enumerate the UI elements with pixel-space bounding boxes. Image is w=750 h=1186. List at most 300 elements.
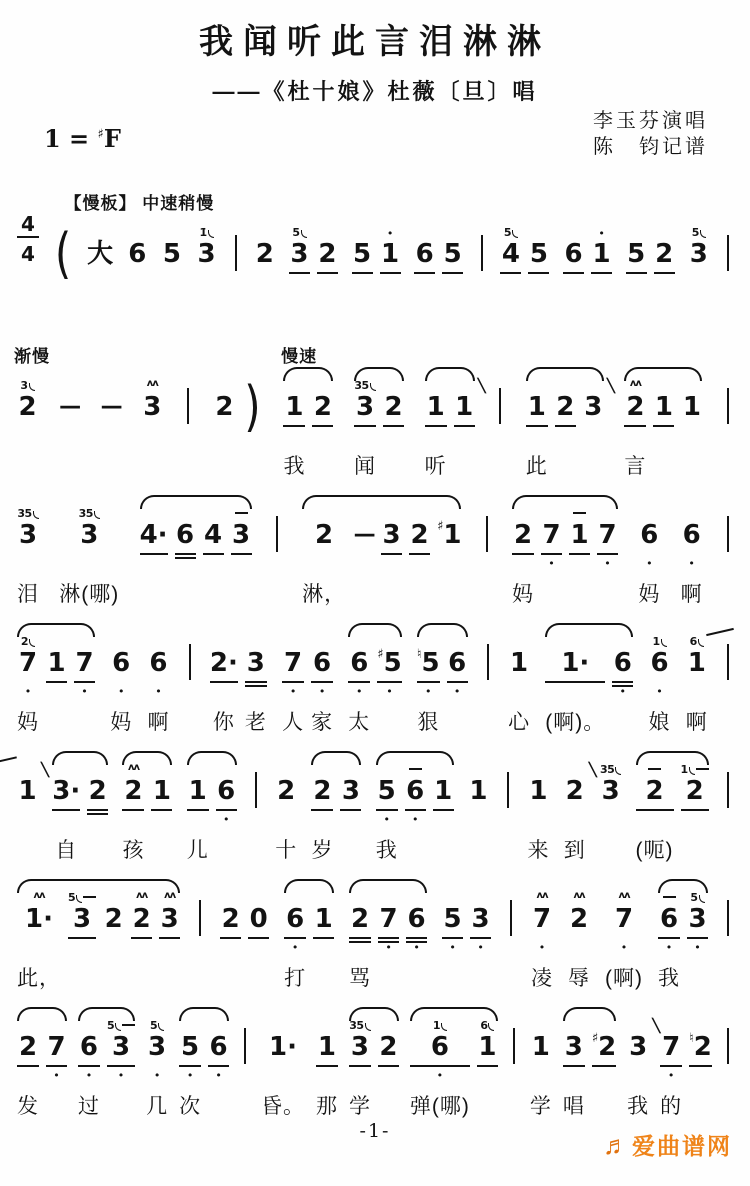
note-group [50,214,77,325]
barline [503,751,513,862]
note: 6 • [209,1032,228,1082]
lyric: (呃) [635,839,674,862]
lyric: 儿 [186,839,209,862]
note: 2 骂 [349,904,372,990]
slur-group [414,623,471,734]
barline [723,623,733,734]
note-group [528,879,556,990]
page-number: -1- [359,1120,391,1142]
slur-group [176,1007,232,1118]
note: 2 妈 [512,520,535,606]
note: 35 3 泪 [17,507,39,606]
tempo-label: 慢速 [281,347,318,366]
note-group [14,751,49,862]
music-line-6 [14,879,736,990]
barline [723,367,733,478]
grace-note: 35 [17,507,32,520]
note-group [479,495,495,606]
music-line-3 [14,495,736,606]
credits [593,108,708,160]
barline [231,214,241,325]
slur-group [422,367,486,478]
note-group [720,623,736,734]
sharp-icon: ♯ [97,127,104,142]
note: 5 3 [289,214,310,325]
grace-note: 1̇ [199,226,207,239]
note: ʌʌ 1· 此， [17,890,61,990]
note: 1 [682,392,701,422]
grace-tie-icon [29,383,35,391]
lyric: 心 [508,711,531,734]
grace-note: 5 [691,226,699,239]
grace-tie-icon [689,767,695,775]
note: 35 3 [599,763,620,806]
note: 1 6 • 弹(哪) [409,1019,470,1118]
key-tonic: 1 [44,124,61,153]
note: 1 此 [525,392,548,478]
note-group [720,751,736,862]
lyric: 来 [527,839,550,862]
note: ʌʌ 3 [143,378,162,422]
lyric: 啊 [685,711,708,734]
barline [509,1007,519,1118]
song-subtitle: ——《杜十娘》杜薇〔旦〕唱 [212,79,538,104]
note: 6 1 啊 [686,623,708,734]
note: 1 心 [508,648,531,734]
note: 2 淋， [302,520,347,606]
lyric: 淋， [302,583,347,606]
note: 1 [433,751,454,862]
note-group [527,1007,555,1118]
grace-note: 6 [689,635,697,648]
lyric: 次 [179,1095,202,1118]
barline [723,879,733,990]
note: 3· 自 [52,776,81,862]
grace-note: 5 [106,1019,115,1032]
slur-group [14,623,98,734]
note: 5 [352,214,373,325]
note-group [84,214,116,325]
trill-icon: ʌʌ [573,890,585,901]
grace-tie-icon [208,230,214,238]
note-group [286,214,341,325]
slur-group [14,1007,70,1118]
note: 5 [442,214,463,325]
lyric: 凌 [531,967,554,990]
note: 1 学 [529,1032,552,1118]
note-group [14,214,42,325]
extension-dash: — [59,394,80,419]
note: 7 • [598,520,617,570]
lyric: 十 [275,839,298,862]
lyric: 我 [627,1095,650,1118]
note-group [524,751,552,862]
tempo-label: 【慢板】 中速稍慢 [64,194,215,213]
slur-group [281,879,337,990]
note: 6 • 我 [658,879,680,990]
slur-group [633,751,712,862]
note: 5 • [443,904,462,954]
note-group [279,623,336,734]
note: 2 岁 [311,776,334,862]
slur-group [346,1007,402,1118]
note: 2 [654,214,675,325]
barline [251,751,261,862]
extension-dash: — [353,522,374,547]
note: 5 [626,214,647,325]
trill-icon: ʌʌ [536,890,548,901]
note-group [56,367,83,478]
note: 5 • 我 [375,776,398,862]
note-group [14,367,41,478]
slur-group [184,751,240,862]
overline-mark [409,768,422,770]
note: ʌʌ 2 辱 [568,890,591,990]
grace-note: 5 [292,226,300,239]
note-group [624,1007,661,1118]
grace-tie-icon [699,895,705,903]
key-note: F [103,124,121,153]
note: 6 • 啊 [680,520,703,606]
note: 6 • 妈 [638,520,661,606]
note: 1· 昏。 [261,1032,305,1118]
lyric: 我 [658,967,680,990]
lyric: 狠 [417,711,440,734]
note-group [597,751,624,862]
breath-mark-icon: ╲ [477,378,486,393]
note: 1 [469,776,488,806]
lyric: 娘 [648,711,671,734]
lyric: 昏。 [261,1095,305,1118]
note-group [237,1007,253,1118]
lyric: 妈 [110,711,133,734]
slur-group [119,751,175,862]
overline-mark [235,512,248,514]
note: 1 [151,751,172,862]
barline [240,1007,250,1118]
slur-group [345,623,404,734]
note-group [411,214,466,325]
music-line-2 [14,342,736,478]
note-group [678,495,706,606]
grace-tie-icon [76,895,82,903]
lyric: 的 [660,1095,683,1118]
breath-mark-icon: ╲ [606,378,615,393]
overline-mark [573,512,586,514]
note: 3 [340,751,361,862]
barline [723,751,733,862]
note: 1 听 [424,392,447,478]
note: • 1 [591,214,612,325]
note: 6 • [448,648,467,698]
note-group [683,623,711,734]
key-equals: = [60,124,98,153]
lyric: 此， [17,967,61,990]
note: 6 • [407,904,426,954]
slur-group [351,367,407,478]
note: 1 [46,623,67,734]
note: 2 [215,392,234,422]
note: 6 • 家 [311,648,334,734]
note-group [182,623,198,734]
music-line-5 [14,751,736,862]
barline [195,879,205,990]
grace-tie-icon [441,1023,447,1031]
note-group [97,367,124,478]
note: 2 [87,751,108,862]
note-group [211,367,266,478]
lyric: 我 [283,455,306,478]
lyric: 辱 [568,967,591,990]
note: 3 • [471,904,490,954]
slur-group [299,495,464,606]
slur-group [137,495,255,606]
extension-dash: — [100,394,121,419]
grace-tie-icon [615,767,621,775]
note: 2 到 ╲ [563,762,597,862]
footer [14,1120,736,1164]
grace-tie-icon [370,383,376,391]
note-group [506,1007,522,1118]
lyric: 发 [17,1095,39,1118]
grace-tie-icon [29,639,35,647]
lyric: 唱 [562,1095,585,1118]
note: 6 • 妈 [110,648,133,734]
note: 5 • 次 [179,1032,202,1118]
note: 3 ╲ [584,378,615,422]
note: 35 3 淋(哪) [59,507,120,606]
lyric: 打 [284,967,307,990]
note: 2 [312,367,333,478]
grace-note: 5 [503,226,512,239]
note: 6 [175,495,196,606]
grace-note: 5 [690,891,698,904]
note: 1 来 [527,776,550,862]
watermark-text: 爱曲谱网 [632,1133,732,1159]
credit-performer: 李玉芬演唱 [593,110,708,132]
note: 3 2 [18,379,37,422]
lyric: 言 [624,455,647,478]
note-group [124,214,151,325]
note: 6 • [405,751,426,862]
meta-row [14,108,736,172]
grace-note: 35 [349,1019,364,1032]
note: 4 [203,495,224,606]
note-group [56,495,122,606]
note-group [685,214,712,325]
note-group [560,214,615,325]
note: 6 [128,239,147,269]
grace-tie-icon [512,230,518,238]
lyric: 闻 [354,455,377,478]
note: 7 • [542,520,561,570]
slur-group [280,367,336,478]
note: 6 • [217,776,236,826]
accidental: ♯ [377,647,384,662]
grace-tie-icon [488,1023,494,1031]
lyric: 妈 [638,583,661,606]
lyric: 此 [525,455,548,478]
note-group [14,495,42,606]
note: 6 [414,214,435,325]
lyric: 家 [311,711,334,734]
slur-group [509,495,621,606]
slur-group [523,367,615,478]
note: 2 [555,367,576,478]
note-group [720,879,736,990]
note: 4· [140,495,168,606]
note: 1 ╲ [17,751,38,862]
note: 35 3 闻 [354,379,377,478]
tempo-label: 渐慢 [14,347,50,366]
slur-group [14,879,183,990]
barline [477,214,487,325]
note: 5 3 • [107,1007,135,1118]
time-signature: 4 4 [17,214,39,325]
grace-note: 1 [432,1019,440,1032]
note-group [657,1007,715,1118]
lyric: 泪 [17,583,39,606]
overline-mark [663,896,676,898]
lyric: 学 [348,1095,371,1118]
lyric: 人 [282,711,305,734]
grace-tie-icon [698,639,704,647]
note: 7 • [47,1032,66,1082]
grace-note: 6 [480,1019,488,1032]
lyric: 几 [146,1095,169,1118]
barline [483,623,493,734]
note: 2 (呃) [636,751,674,862]
note: 6 • [613,648,632,698]
breath-mark-icon: ╲ [41,762,49,777]
note: 1 我 [283,392,306,478]
note-group [602,879,646,990]
note: 2 [409,495,430,606]
barline [185,623,195,734]
grace-note: 3 [20,379,28,392]
lyric: (啊)。 [545,711,606,734]
accidental: ♯ [437,519,444,534]
accidental: ♯ [591,1031,599,1046]
lyric: 孩 [122,839,145,862]
note: 5 3 • 几 [146,1019,169,1118]
note-group [474,214,490,325]
note: 1 儿 [186,776,209,862]
note: 7 • [75,648,94,698]
trill-icon: ʌʌ [127,762,139,773]
note: • 1 [380,214,401,325]
note-group [565,879,593,990]
grace-note: 5 [150,1019,158,1032]
slur-group [346,879,430,990]
lyric: 听 [424,455,447,478]
breath-mark-icon: ╲ [588,762,597,777]
overline-mark [122,1024,135,1026]
lyric: 妈 [512,583,535,606]
barline [482,495,492,606]
note-group [503,879,519,990]
note: 6 1 [477,1007,498,1118]
note: 1 [569,495,590,606]
barline [183,367,193,478]
note: ♯ 5 • [377,647,402,698]
note: 1 [653,367,674,478]
lyric: 太 [348,711,371,734]
note-group [720,495,736,606]
note-group [646,623,674,734]
grace-note: 2 [20,635,29,648]
note: 0 [248,879,269,990]
music-line-7 [14,1007,736,1118]
note-group [107,623,135,734]
note-group [720,214,736,325]
note-group [143,1007,171,1118]
slur-group [407,1007,501,1118]
note: 3 唱 [562,1032,585,1118]
barline [723,214,733,325]
note: 2 [383,367,404,478]
note: 1 2 [681,751,709,862]
note: 35 3 学 [348,1019,371,1118]
slur-group [560,1007,619,1118]
lyric: 你 [212,711,235,734]
note: 5 [528,214,549,325]
note: 5 4 [500,214,521,325]
grace-tie-icon [33,511,39,519]
note: 1 那 [315,1032,338,1118]
lyric: 啊 [680,583,703,606]
score-page [0,14,750,1186]
note: ♯ 1 [437,519,462,550]
overline-mark [83,896,96,898]
lyric: 淋(哪) [59,583,120,606]
note-group [313,1007,341,1118]
trill-icon: ʌʌ [164,890,176,901]
accidental: ♮ [689,1031,694,1046]
note: 2 7 • 妈 [17,635,39,734]
slur-group [542,623,636,734]
note-group [269,495,285,606]
lyric: 岁 [311,839,334,862]
note: ʌʌ 2 [131,879,152,990]
note-group [158,214,185,325]
grace-tie-icon [365,1023,371,1031]
note: 1· (啊)。 [545,648,606,734]
barline [723,1007,733,1118]
music-line-1 [14,189,736,325]
note-group [480,623,496,734]
grace-tie-icon [115,1023,121,1031]
note-group [139,367,166,478]
note: 3 老 [244,648,267,734]
trill-icon: ʌʌ [33,890,45,901]
note-group [228,214,244,325]
note: 2 [317,214,338,325]
note-group [207,623,270,734]
barline [272,495,282,606]
barline [495,367,505,478]
note-group [720,1007,736,1118]
grace-tie-icon [158,1023,164,1031]
note: ʌʌ 7 • 凌 [531,890,554,990]
note: 5 3 [68,879,96,990]
lyric: 弹(哪) [409,1095,470,1118]
lyric: 妈 [17,711,39,734]
trill-icon: ʌʌ [618,890,630,901]
lyric: 那 [315,1095,338,1118]
note: 5 3 • [688,891,707,954]
grace-tie-icon [700,230,706,238]
